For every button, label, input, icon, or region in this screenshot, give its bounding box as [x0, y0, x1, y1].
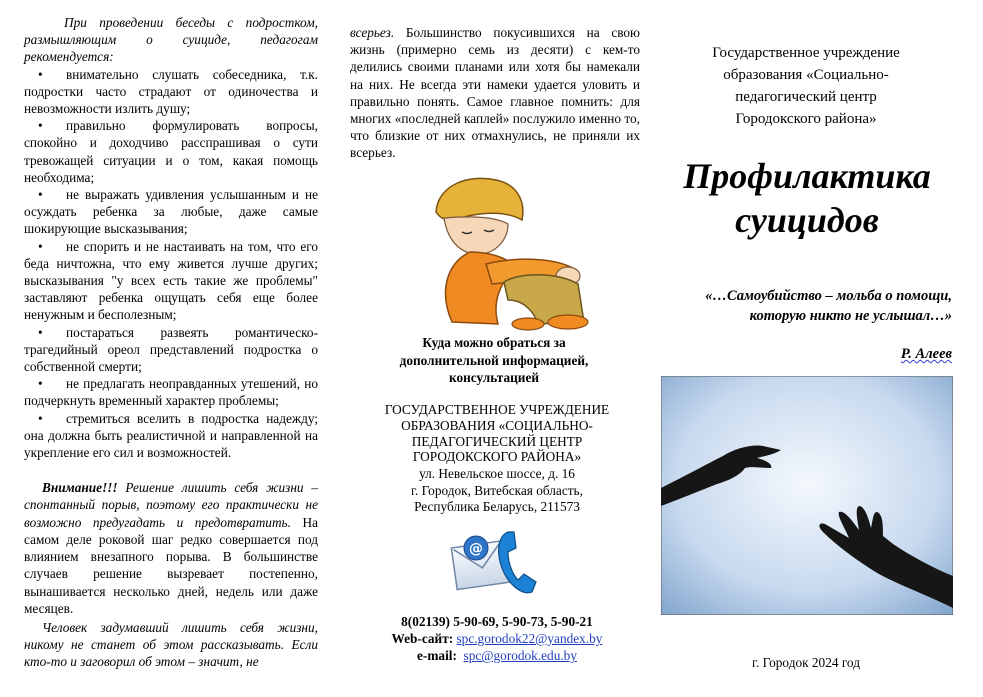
bullet-symbol: •: [38, 324, 43, 340]
address-block: [366, 466, 628, 516]
recommendation-list: [24, 66, 318, 462]
recommendation-item: [24, 186, 318, 238]
website-label: Web-сайт:: [391, 631, 454, 646]
title-line-2: суицидов: [735, 200, 879, 240]
bullet-symbol: •: [38, 238, 43, 254]
attention-label: Внимание!!!: [42, 480, 118, 496]
website-line: [366, 630, 628, 647]
bullet-symbol: •: [38, 376, 43, 392]
website-link[interactable]: spc.gorodok22@yandex.by: [456, 631, 603, 646]
reaching-hands-photo: [661, 376, 953, 615]
attention-plain-text: На самом деле роковой шаг редко совершается под влиянием внезапного порыва. В большинстве случаев решение вызревает постепенно, вынашивается несколько дней, недель или даже месяцев.: [24, 514, 318, 616]
org-name: ГОСУДАРСТВЕННОЕ УЧРЕЖДЕНИЕ ОБРАЗОВАНИЯ «СОЦИАЛЬНО-ПЕДАГОГИЧЕСКИЙ ЦЕНТР ГОРОДОКСКОГО РАЙОНА»: [384, 402, 610, 465]
email-link[interactable]: spc@gorodok.edu.by: [463, 648, 577, 663]
quote: [660, 286, 952, 326]
footer-place-year: г. Городок 2024 год: [752, 655, 860, 670]
attention-italic-text: Решение лишить себя жизни – спонтанный порыв, поэтому его практически не возможно предугадать и предотвратить.: [24, 480, 318, 530]
left-column: [0, 0, 330, 697]
email-label: e-mail:: [417, 648, 457, 663]
recommendation-text: стремиться вселить в подростка надежду; она должна быть реалистичной и направленной на укрепление его сил и возможностей.: [24, 410, 318, 461]
recommendation-item: [24, 375, 318, 409]
bullet-symbol: •: [38, 118, 43, 134]
brochure-title: [657, 154, 957, 242]
institution-name: Государственное учреждение образования «Социально-педагогический центр Городокского района»: [712, 45, 900, 127]
recommendation-item: [24, 117, 318, 186]
recommendation-text: не спорить и не настаивать на том, что его беда ничтожна, что ему живется лучше других; высказывания "у всех есть такие же проблемы" заставляют ребенка ощущать себя еще более ненужным и бесполезным;: [24, 238, 318, 323]
recommendation-item: [24, 410, 318, 462]
recommendation-text: правильно формулировать вопросы, спокойно и доходчиво расспрашивая о сути тревожащей ситуации и о том, какая помощь необходима;: [24, 118, 318, 185]
quote-line-2: которую никто не услышал…»: [749, 308, 952, 324]
intro-text: При проведении беседы с подростком, размышляющим о суициде, педагогам рекомендуется:: [24, 15, 318, 65]
bullet-symbol: •: [38, 187, 43, 203]
quote-line-1: «…Самоубийство – мольба о помощи,: [705, 288, 952, 304]
bullet-symbol: •: [38, 410, 43, 426]
title-line-1: Профилактика: [683, 156, 931, 196]
middle-top-text: [350, 24, 640, 162]
sad-child-illustration: [408, 172, 598, 332]
address-line-2: г. Городок, Витебская область,: [411, 482, 583, 498]
middle-top-body: Большинство покусившихся на свою жизнь (примерно семь из десяти) с кем-то делились своими планами или хотя бы намекали на них. Не всегда эти намеки удается уловить и правильно понять. Самое главное помнить: для многих «последней каплей» послужило именно то, что близкие от них отмахнулись, не приняли их всерьез.: [350, 25, 640, 161]
quote-author: Р. Алеев: [900, 346, 952, 362]
recommendation-item: [24, 238, 318, 324]
contacts-heading: Куда можно обраться за дополнительной информацией, консультацией: [399, 335, 589, 385]
recommendation-text: постараться развеять романтическо-трагедийный ореол представлений подростка о собственной смерти;: [24, 324, 318, 375]
recommendation-text: внимательно слушать собеседника, т.к. подростки часто страдают от одиночества и невозможности излить душу;: [24, 66, 318, 117]
recommendation-text: не выражать удивления услышанным и не осуждать ребенка за любые, даже самые шокирующие высказывания;: [24, 187, 318, 237]
address-line-3: Республика Беларусь, 211573: [414, 499, 580, 514]
address-line-1: ул. Невельское шоссе, д. 16: [419, 466, 575, 481]
email-phone-icon: [446, 522, 542, 602]
closing-text: Человек задумавший лишить себя жизни, никому не станет об этом рассказывать. Если кто-то и заговорил об этом – значит, не: [24, 619, 318, 670]
recommendation-item: [24, 66, 318, 118]
recommendation-item: [24, 324, 318, 376]
middle-top-italic: всерьез.: [350, 25, 395, 40]
attention-paragraph: [24, 479, 318, 617]
svg-text:@: @: [469, 541, 483, 557]
email-line: [366, 647, 628, 664]
recommendation-text: не предлагать неоправданных утешений, но подчеркнуть временный характер проблемы;: [24, 376, 318, 409]
bullet-symbol: •: [38, 66, 43, 82]
phones: 8(02139) 5-90-69, 5-90-73, 5-90-21: [401, 614, 593, 629]
